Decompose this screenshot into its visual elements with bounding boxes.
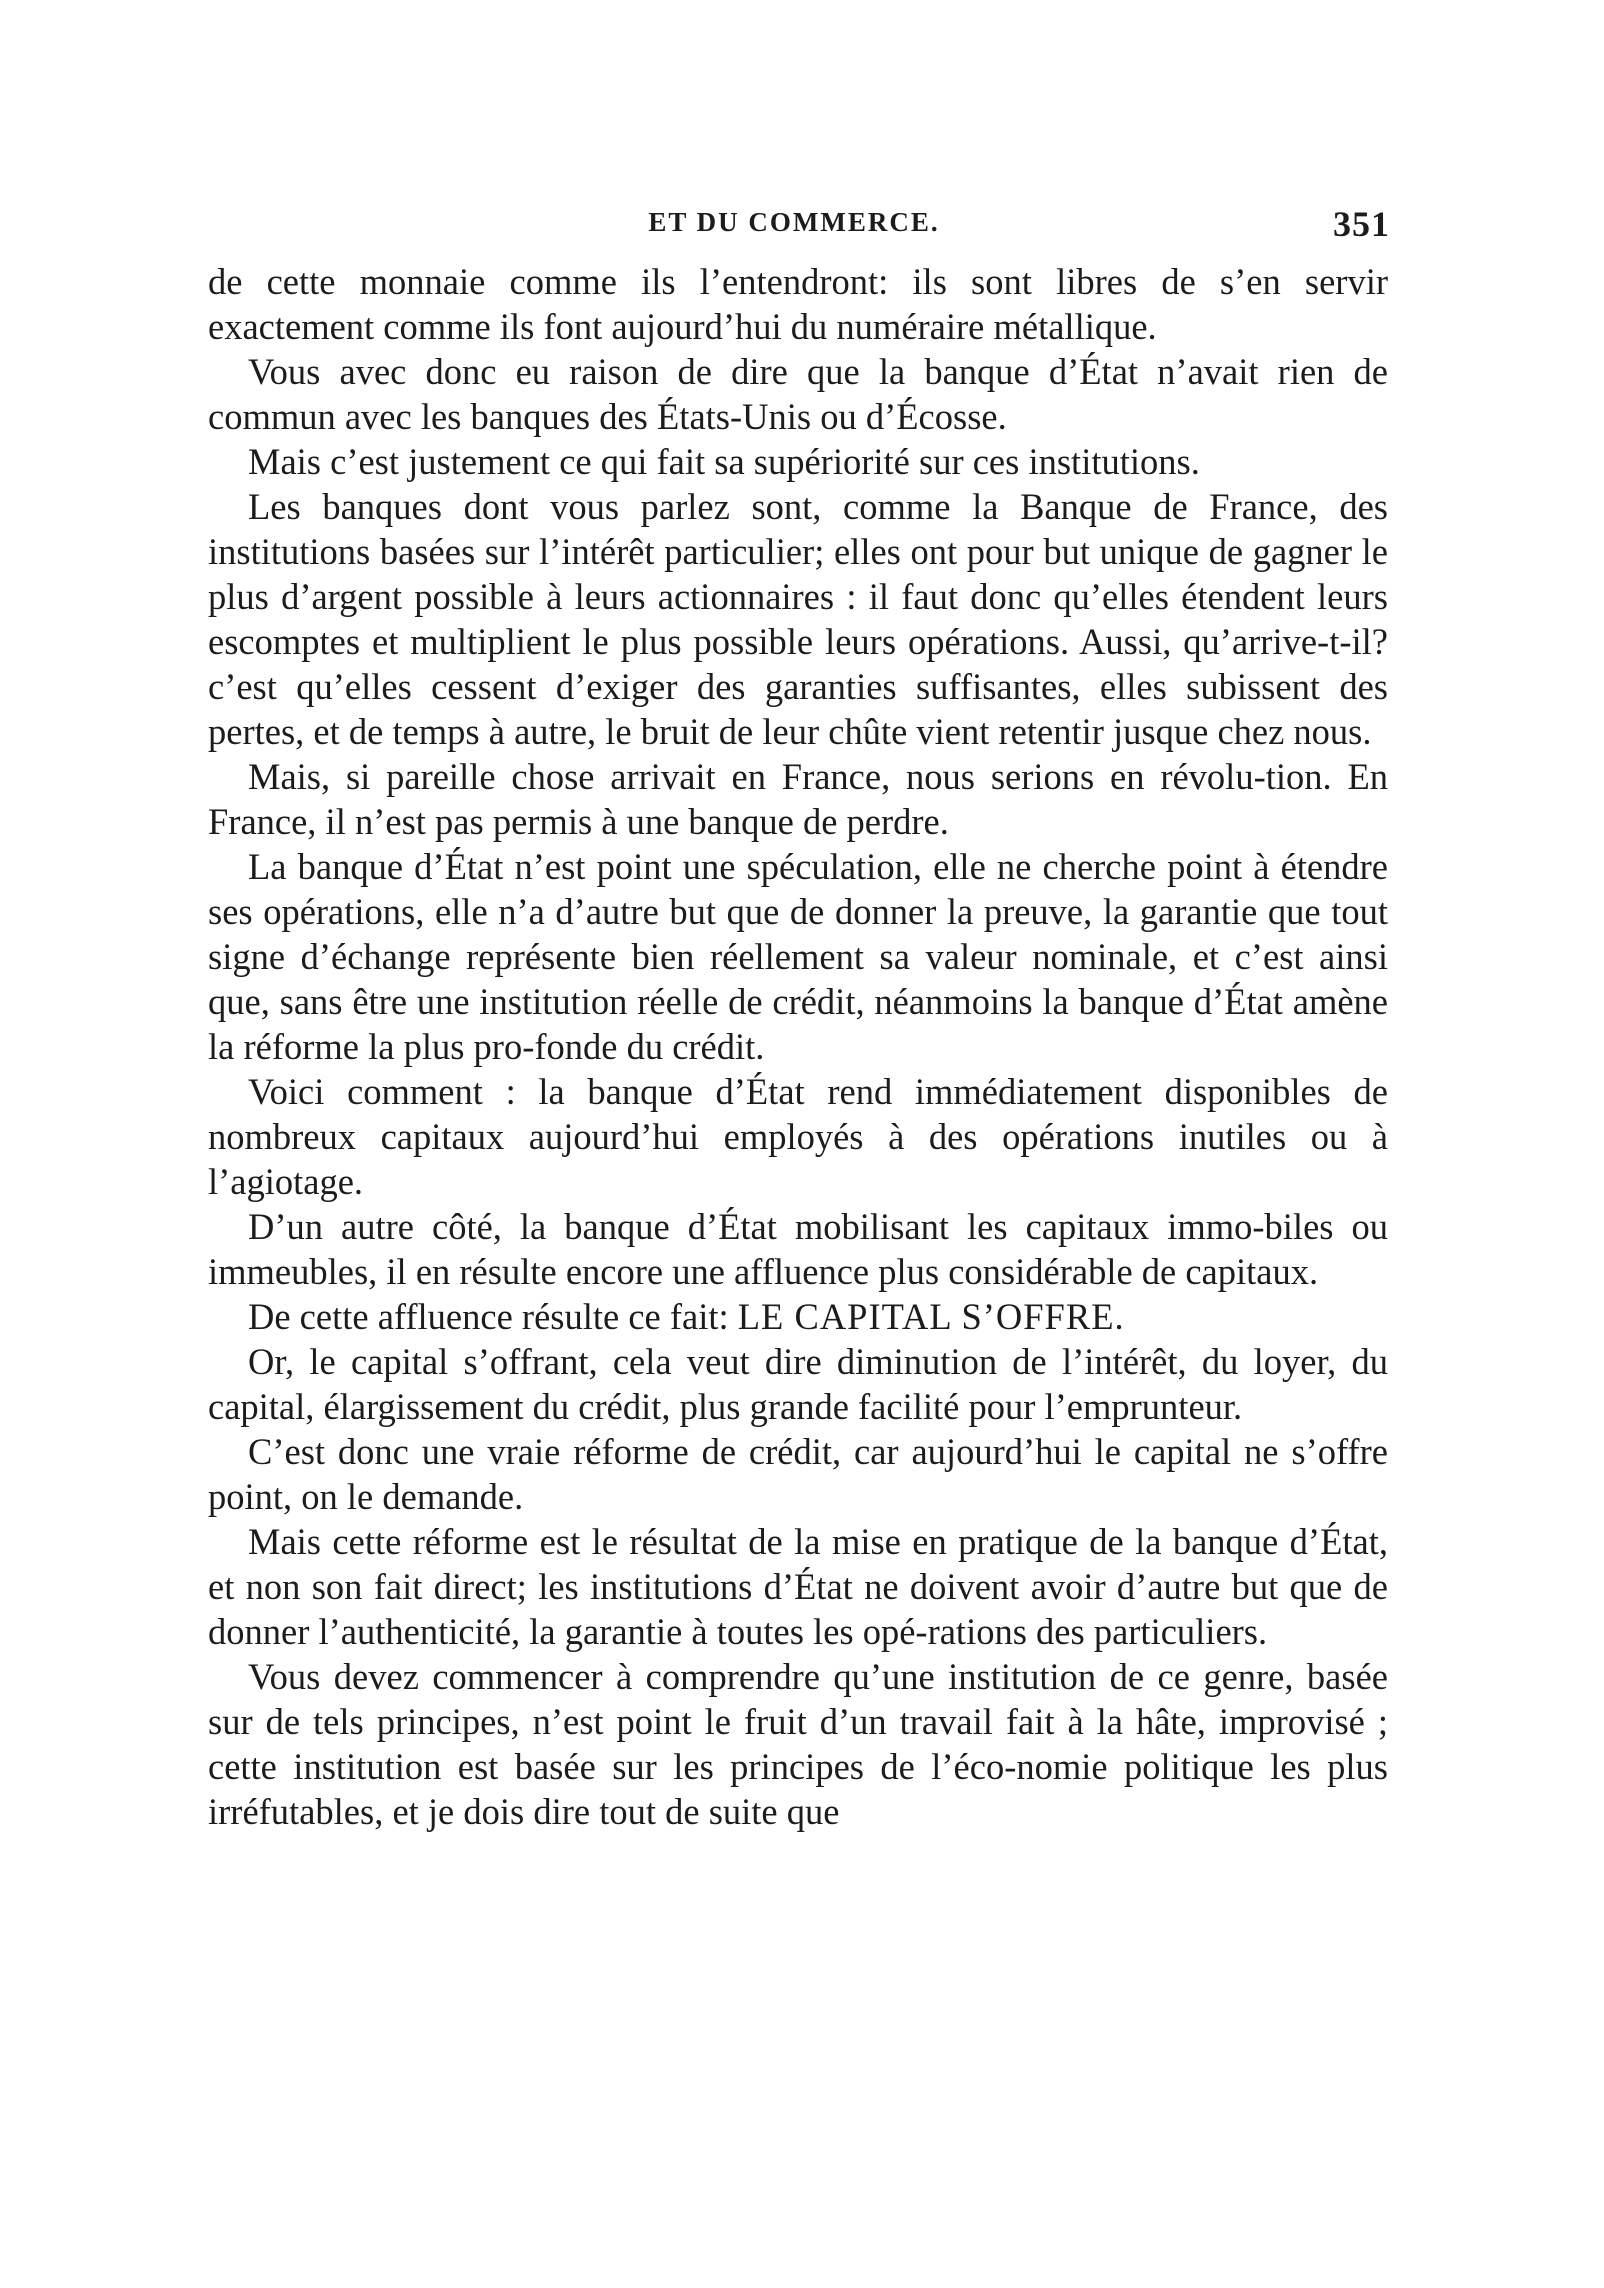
body-text: [208, 259, 1388, 1834]
paragraph: Vous avec donc eu raison de dire que la banque d’État n’avait rien de commun avec les banques des États-Unis ou d’Écosse.: [208, 351, 1388, 437]
paragraph: Mais, si pareille chose arrivait en France, nous serions en révolu-tion. En France, il n’est pas permis à une banque de perdre.: [208, 756, 1388, 842]
running-head: [198, 203, 1390, 253]
paragraph: Mais cette réforme est le résultat de la mise en pratique de la banque d’État, et non son fait direct; les institutions d’État ne doivent avoir d’autre but que de donner l’authenticité, la garantie à toutes les opé-rations des particuliers.: [208, 1521, 1388, 1652]
paragraph: de cette monnaie comme ils l’entendront: ils sont libres de s’en servir exactement comme ils font aujourd’hui du numéraire métallique.: [208, 261, 1388, 347]
paragraph-with-caps: [208, 1294, 1388, 1339]
paragraph: Les banques dont vous parlez sont, comme la Banque de France, des institutions basées sur l’intérêt particulier; elles ont pour but unique de gagner le plus d’argent possible à leurs actionnaires : il faut donc qu’elles étendent leurs escomptes et multiplient le plus possible leurs opérations. Aussi, qu’arrive-t-il? c’est qu’elles cessent d’exiger des garanties suffisantes, elles subissent des pertes, et de temps à autre, le bruit de leur chûte vient retentir jusque chez nous.: [208, 486, 1388, 752]
paragraph: Vous devez commencer à comprendre qu’une institution de ce genre, basée sur de tels principes, n’est point le fruit d’un travail fait à la hâte, improvisé ; cette institution est basée sur les principes de l’éco-nomie politique les plus irréfutables, et je dois dire tout de suite que: [208, 1656, 1388, 1832]
page-number: 351: [1333, 204, 1390, 244]
paragraph-lead: De cette affluence résulte ce fait:: [248, 1296, 729, 1337]
paragraph: Voici comment : la banque d’État rend immédiatement disponibles de nombreux capitaux aujourd’hui employés à des opérations inutiles ou à l’agiotage.: [208, 1071, 1388, 1202]
paragraph: Or, le capital s’offrant, cela veut dire diminution de l’intérêt, du loyer, du capital, élargissement du crédit, plus grande facilité pour l’emprunteur.: [208, 1341, 1388, 1427]
paragraph: D’un autre côté, la banque d’État mobilisant les capitaux immo-biles ou immeubles, il en résulte encore une affluence plus considérable de capitaux.: [208, 1206, 1388, 1292]
paragraph: Mais c’est justement ce qui fait sa supériorité sur ces institutions.: [248, 441, 1200, 482]
paragraph: La banque d’État n’est point une spéculation, elle ne cherche point à étendre ses opérations, elle n’a d’autre but que de donner la preuve, la garantie que tout signe d’échange représente bien réellement sa valeur nominale, et c’est ainsi que, sans être une institution réelle de crédit, néanmoins la banque d’État amène la réforme la plus pro-fonde du crédit.: [208, 846, 1388, 1067]
running-title: ET DU COMMERCE.: [648, 207, 940, 237]
small-caps-phrase: LE CAPITAL S’OFFRE.: [737, 1296, 1125, 1337]
paragraph: C’est donc une vraie réforme de crédit, car aujourd’hui le capital ne s’offre point, on le demande.: [208, 1431, 1388, 1517]
